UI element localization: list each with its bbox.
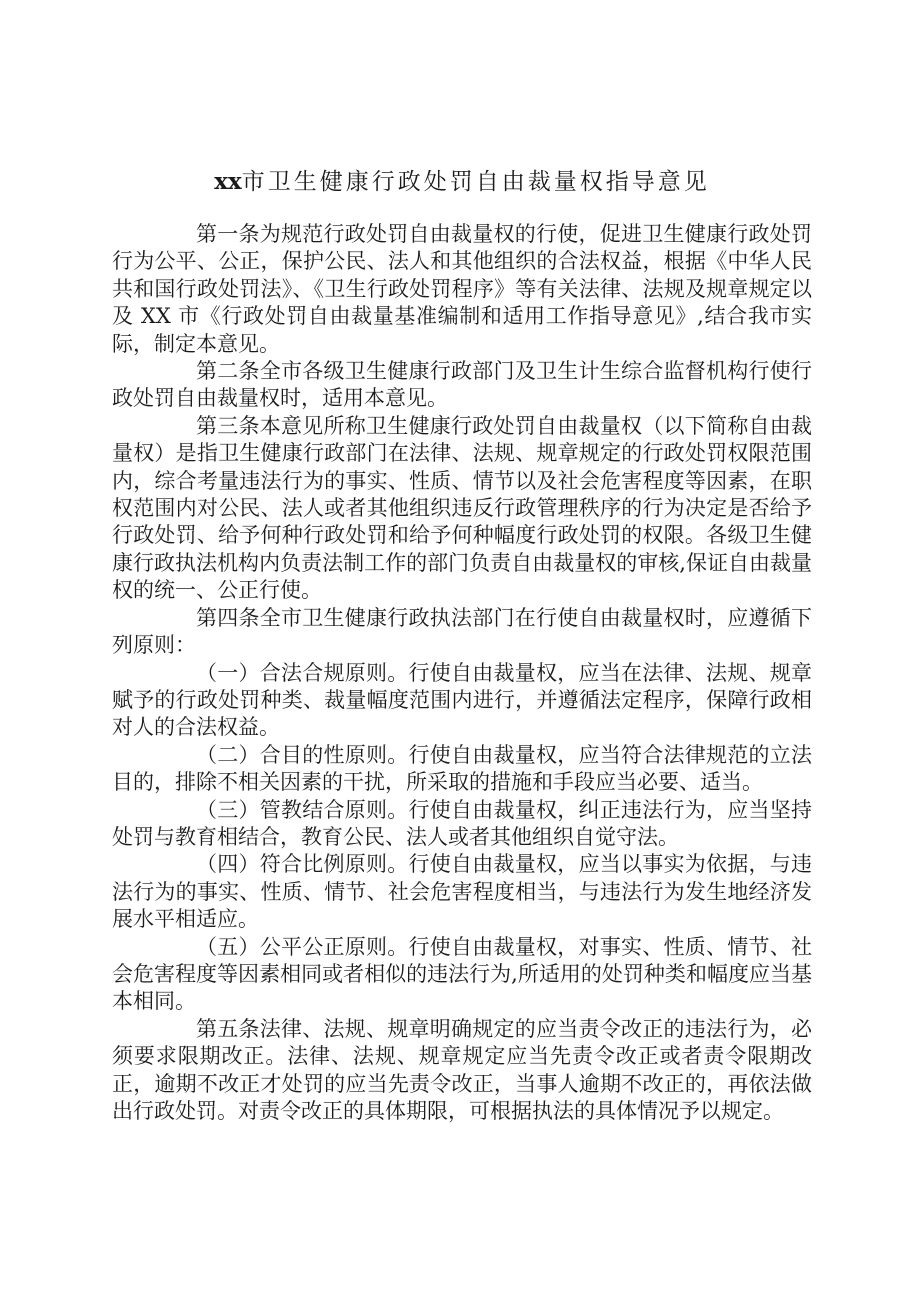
- document-title: [112, 165, 812, 199]
- document-body: [112, 221, 812, 1125]
- paragraph-principle-1: （一）合法合规原则。行使自由裁量权，应当在法律、法规、规章赋予的行政处罚种类、裁量幅度范围内进行，并遵循法定程序，保障行政相对人的合法权益。: [112, 660, 812, 740]
- paragraph-principle-2: （二）合目的性原则。行使自由裁量权，应当符合法律规范的立法目的，排除不相关因素的干扰，所采取的措施和手段应当必要、适当。: [112, 742, 812, 795]
- paragraph-article-2: 第二条全市各级卫生健康行政部门及卫生计生综合监督机构行使行政处罚自由裁量权时，适用本意见。: [112, 359, 812, 411]
- paragraph-article-4: 第四条全市卫生健康行政执法部门在行使自由裁量权时，应遵循下列原则：: [112, 605, 812, 658]
- document-title-text: 市卫生健康行政处罚自由裁量权指导意见: [241, 169, 710, 195]
- document-title-prefix: xx: [214, 168, 242, 195]
- paragraph-principle-3: （三）管教结合原则。行使自由裁量权，纠正违法行为，应当坚持处罚与教育相结合，教育公民、法人或者其他组织自觉守法。: [112, 797, 812, 849]
- paragraph-principle-5: （五）公平公正原则。行使自由裁量权，对事实、性质、情节、社会危害程度等因素相同或者相似的违法行为,所适用的处罚种类和幅度应当基本相同。: [112, 934, 812, 1014]
- paragraph-principle-4: （四）符合比例原则。行使自由裁量权，应当以事实为依据，与违法行为的事实、性质、情节、社会危害程度相当，与违法行为发生地经济发展水平相适应。: [112, 852, 812, 932]
- paragraph-article-5: 第五条法律、法规、规章明确规定的应当责令改正的违法行为，必须要求限期改正。法律、法规、规章规定应当先责令改正或者责令限期改正，逾期不改正才处罚的应当先责令改正，当事人逾期不改正的，再依法做出行政处罚。对责令改正的具体期限，可根据执法的具体情况予以规定。: [112, 1016, 812, 1123]
- paragraph-article-1: 第一条为规范行政处罚自由裁量权的行使，促进卫生健康行政处罚行为公平、公正，保护公民、法人和其他组织的合法权益，根据《中华人民共和国行政处罚法》、《卫生行政处罚程序》等有关法律、法规及规章规定以及 XX 市《行政处罚自由裁量基准编制和适用工作指导意见》,结合我市实际，制定本意见。: [112, 222, 812, 356]
- paragraph-article-3: 第三条本意见所称卫生健康行政处罚自由裁量权（以下简称自由裁量权）是指卫生健康行政部门在法律、法规、规章规定的行政处罚权限范围内，综合考量违法行为的事实、性质、情节以及社会危害程度等因素，在职权范围内对公民、法人或者其他组织违反行政管理秩序的行为决定是否给予行政处罚、给予何种行政处罚和给予何种幅度行政处罚的权限。各级卫生健康行政执法机构内负责法制工作的部门负责自由裁量权的审核,保证自由裁量权的统一、公正行使。: [112, 413, 812, 603]
